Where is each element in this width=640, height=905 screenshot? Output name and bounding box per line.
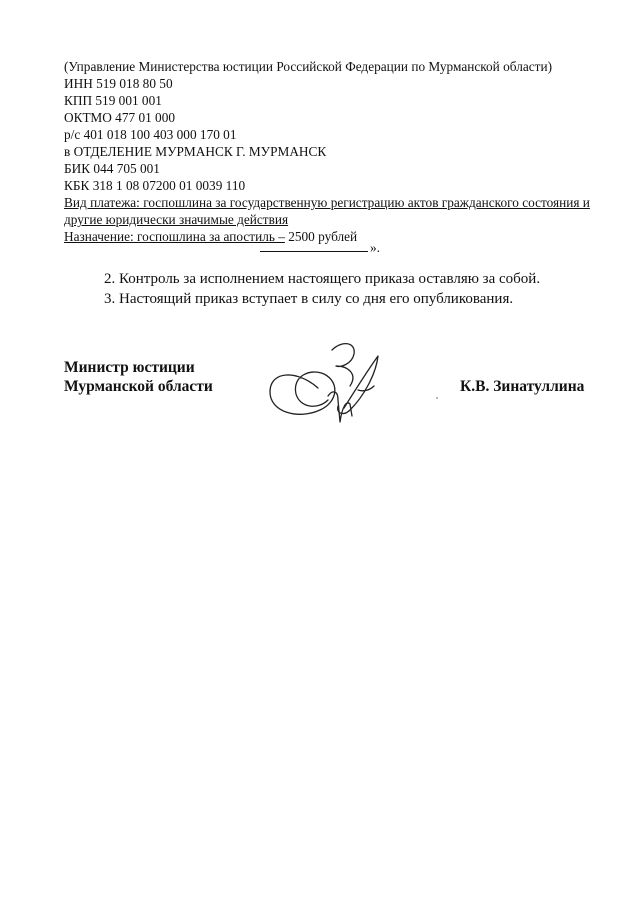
order-item-3: 3. Настоящий приказ вступает в силу со дня его опубликования. [104,291,514,307]
purpose-amount: 2500 рублей [284,229,358,244]
inn-line: ИНН 519 018 80 50 [64,76,173,91]
order-items [104,269,540,309]
oktmo-line: ОКТМО 477 01 000 [64,110,176,125]
signatory-title-line2: Мурманской области [64,378,213,395]
purpose-label: Назначение: госпошлина за апостиль – [64,229,285,244]
scan-speck [436,397,438,399]
kbk-line: КБК 318 1 08 07200 01 0039 110 [64,178,246,193]
payment-requisites [64,58,604,245]
recipient-line: (Управление Министерства юстиции Российской Федерации по Мурманской области) [64,59,552,74]
handwritten-signature [258,330,388,430]
signatory-name: К.В. Зинатуллина [460,378,585,395]
account-line: р/с 401 018 100 403 000 170 01 [64,127,237,142]
signatory-title [64,358,213,396]
blank-field-line [260,240,380,256]
blank-underline [260,251,368,252]
kpp-line: КПП 519 001 001 [64,93,162,108]
payment-type-line: Вид платежа: госпошлина за государственную регистрацию актов гражданского состояния и другие юридически значимые действия [64,195,590,227]
bik-line: БИК 044 705 001 [64,161,160,176]
order-item-2: 2. Контроль за исполнением настоящего приказа оставляю за собой. [104,271,541,287]
signatory-title-line1: Министр юстиции [64,359,195,376]
blank-suffix: ». [370,240,380,255]
bank-line: в ОТДЕЛЕНИЕ МУРМАНСК Г. МУРМАНСК [64,144,327,159]
